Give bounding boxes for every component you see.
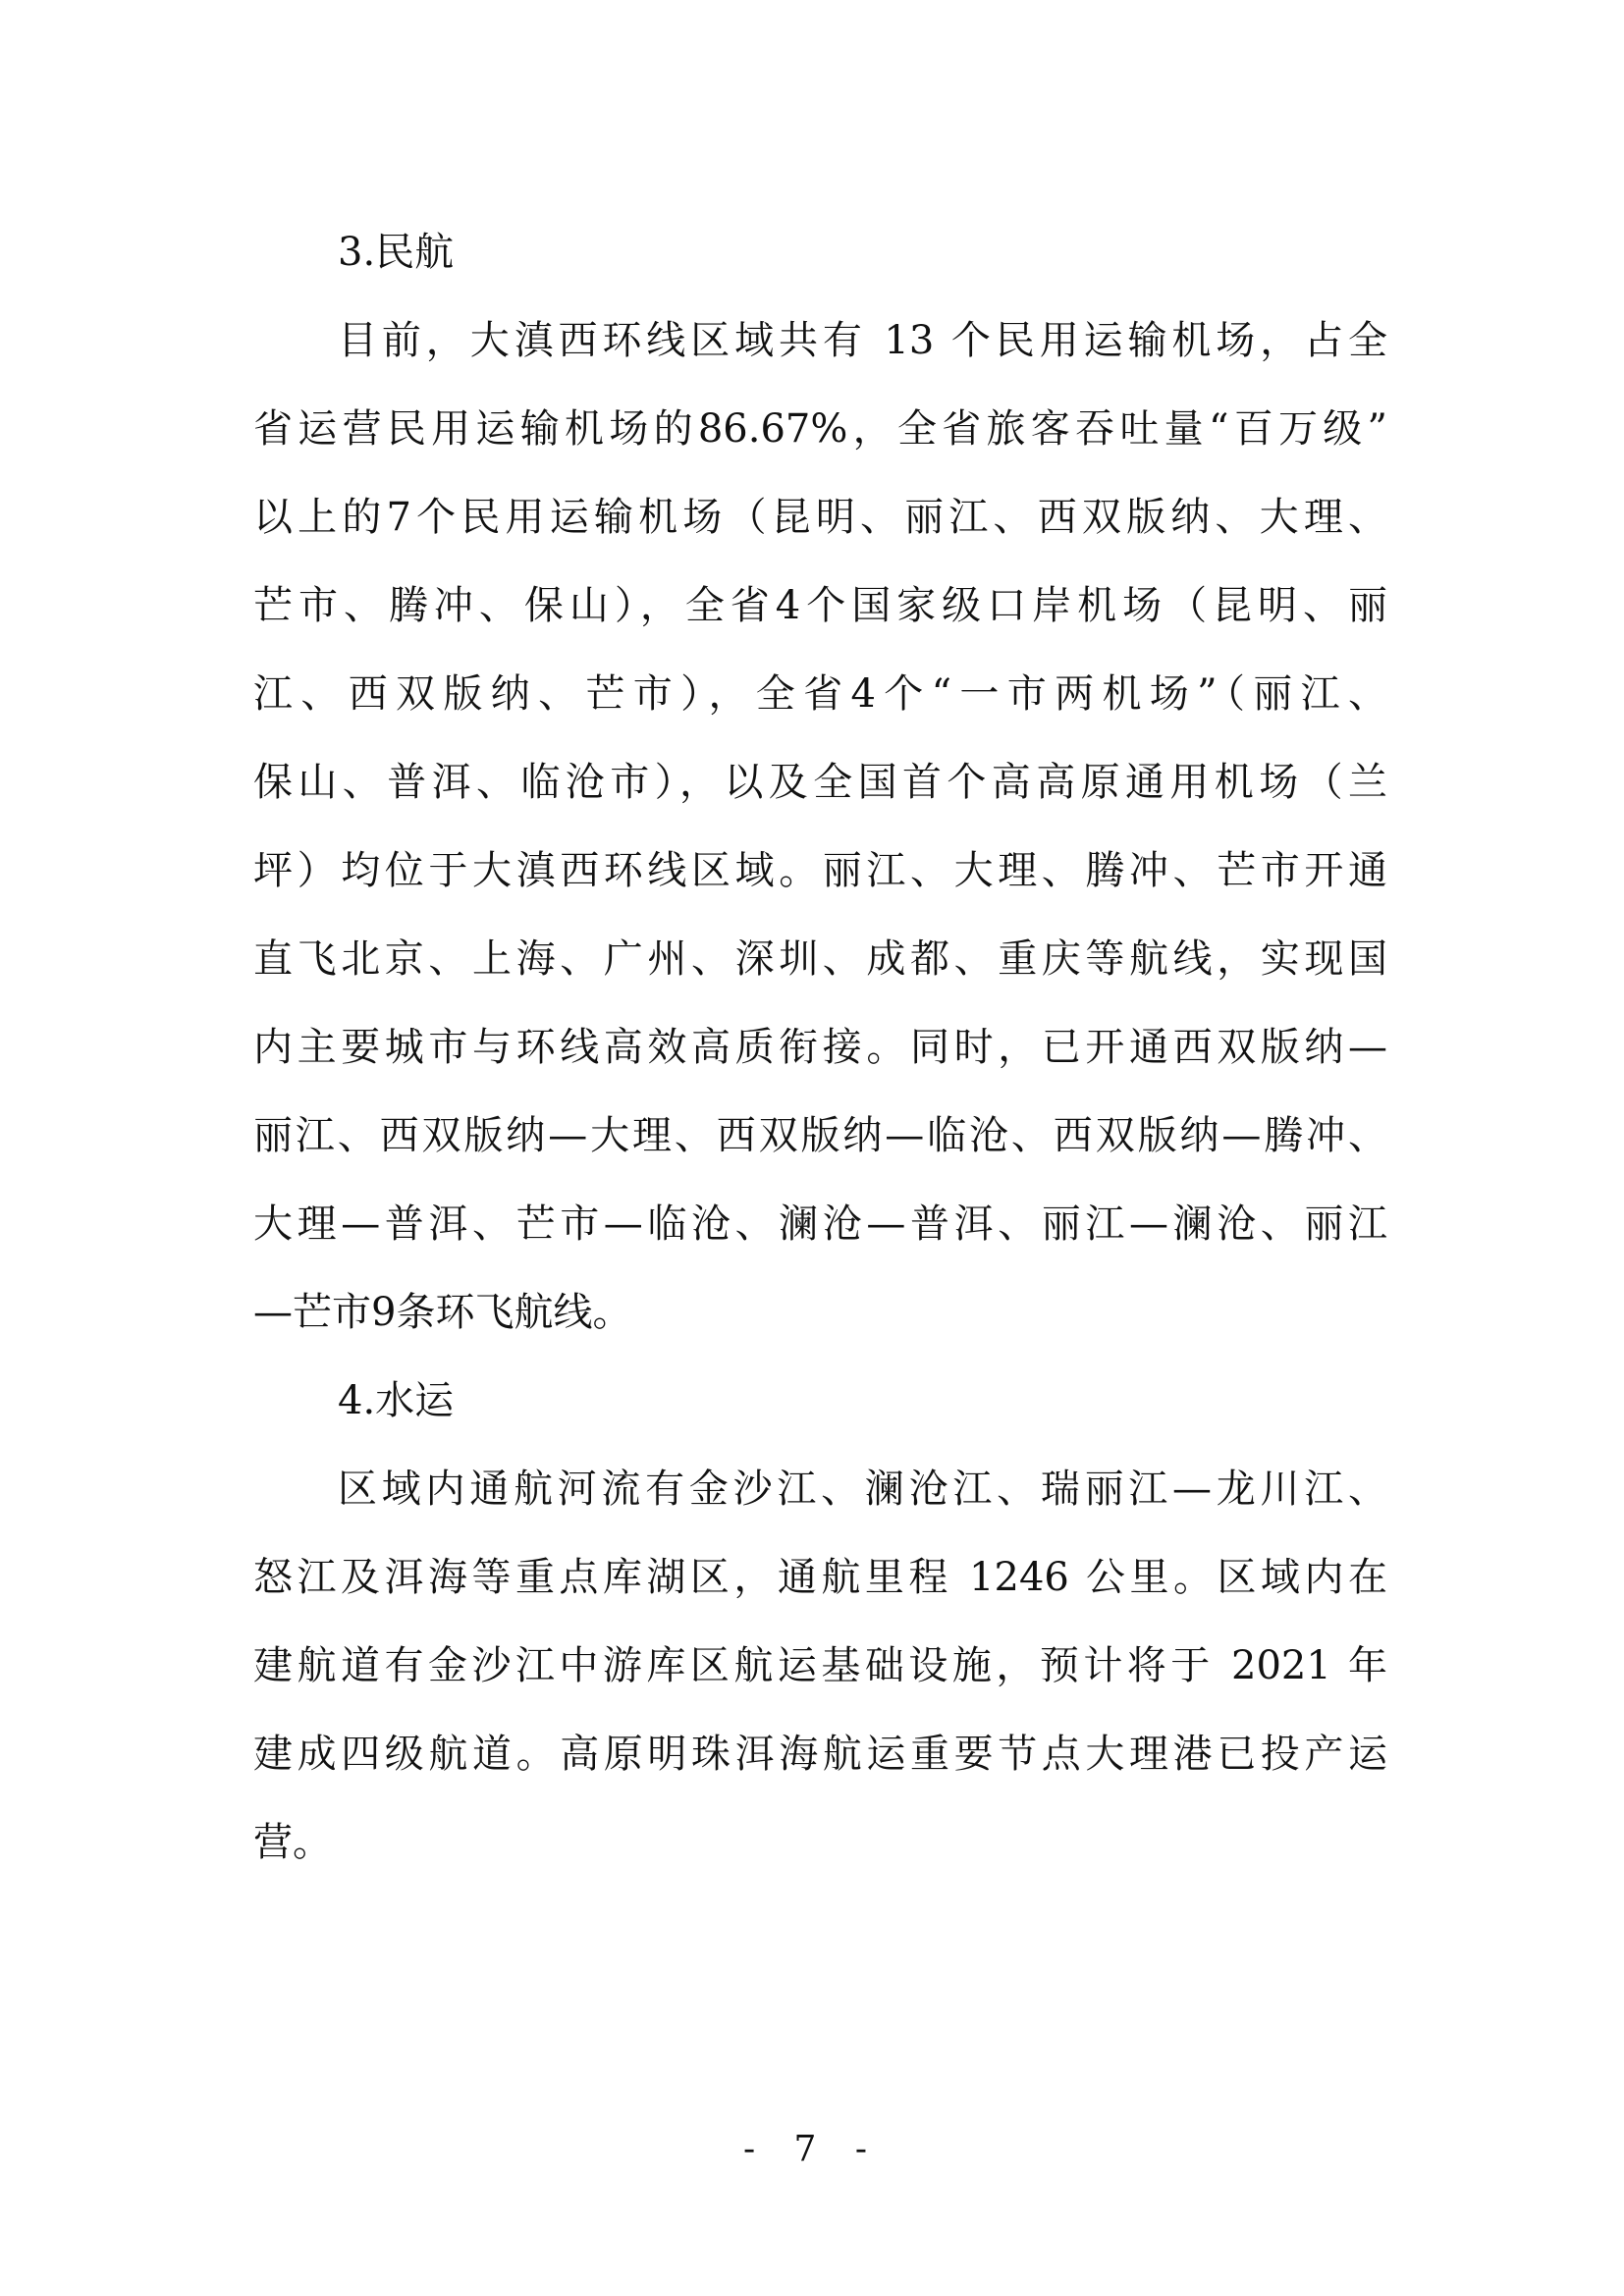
section-heading-civil-aviation: 3.民航	[338, 230, 455, 275]
paragraph-line: 区域内通航河流有金沙江、澜沧江、瑞丽江—龙川江、	[338, 1467, 1387, 1512]
paragraph-line: 坪）均位于大滇西环线区域。丽江、大理、腾冲、芒市开通	[253, 848, 1387, 893]
paragraph-line: 以上的7个民用运输机场（昆明、丽江、西双版纳、大理、	[253, 495, 1387, 540]
paragraph-line: 怒江及洱海等重点库湖区，通航里程 1246 公里。区域内在	[253, 1555, 1387, 1600]
section-heading-water-transport: 4.水运	[338, 1378, 455, 1423]
paragraph-line: 内主要城市与环线高效高质衔接。同时，已开通西双版纳—	[253, 1025, 1387, 1070]
paragraph-line: 丽江、西双版纳—大理、西双版纳—临沧、西双版纳—腾冲、	[253, 1113, 1387, 1158]
page-number: - 7 -	[742, 2129, 882, 2169]
page-content	[253, 208, 1387, 1887]
paragraph-line: 营。	[253, 1820, 332, 1865]
paragraph-line: 省运营民用运输机场的86.67%，全省旅客吞吐量“百万级”	[253, 406, 1387, 452]
paragraph-line: 保山、普洱、临沧市），以及全国首个高高原通用机场（兰	[253, 760, 1387, 805]
paragraph-line: 建成四级航道。高原明珠洱海航运重要节点大理港已投产运	[253, 1732, 1387, 1777]
paragraph-line: 直飞北京、上海、广州、深圳、成都、重庆等航线，实现国	[253, 936, 1387, 982]
paragraph-line: 目前，大滇西环线区域共有 13 个民用运输机场，占全	[338, 318, 1387, 363]
paragraph-line: 芒市、腾冲、保山），全省4个国家级口岸机场（昆明、丽	[253, 583, 1387, 628]
paragraph-line: 建航道有金沙江中游库区航运基础设施，预计将于 2021 年	[253, 1643, 1387, 1688]
paragraph-line: 大理—普洱、芒市—临沧、澜沧—普洱、丽江—澜沧、丽江	[253, 1201, 1387, 1247]
paragraph-line: 江、西双版纳、芒市），全省4个“一市两机场”（丽江、	[253, 671, 1387, 717]
paragraph-line: —芒市9条环飞航线。	[253, 1290, 632, 1335]
